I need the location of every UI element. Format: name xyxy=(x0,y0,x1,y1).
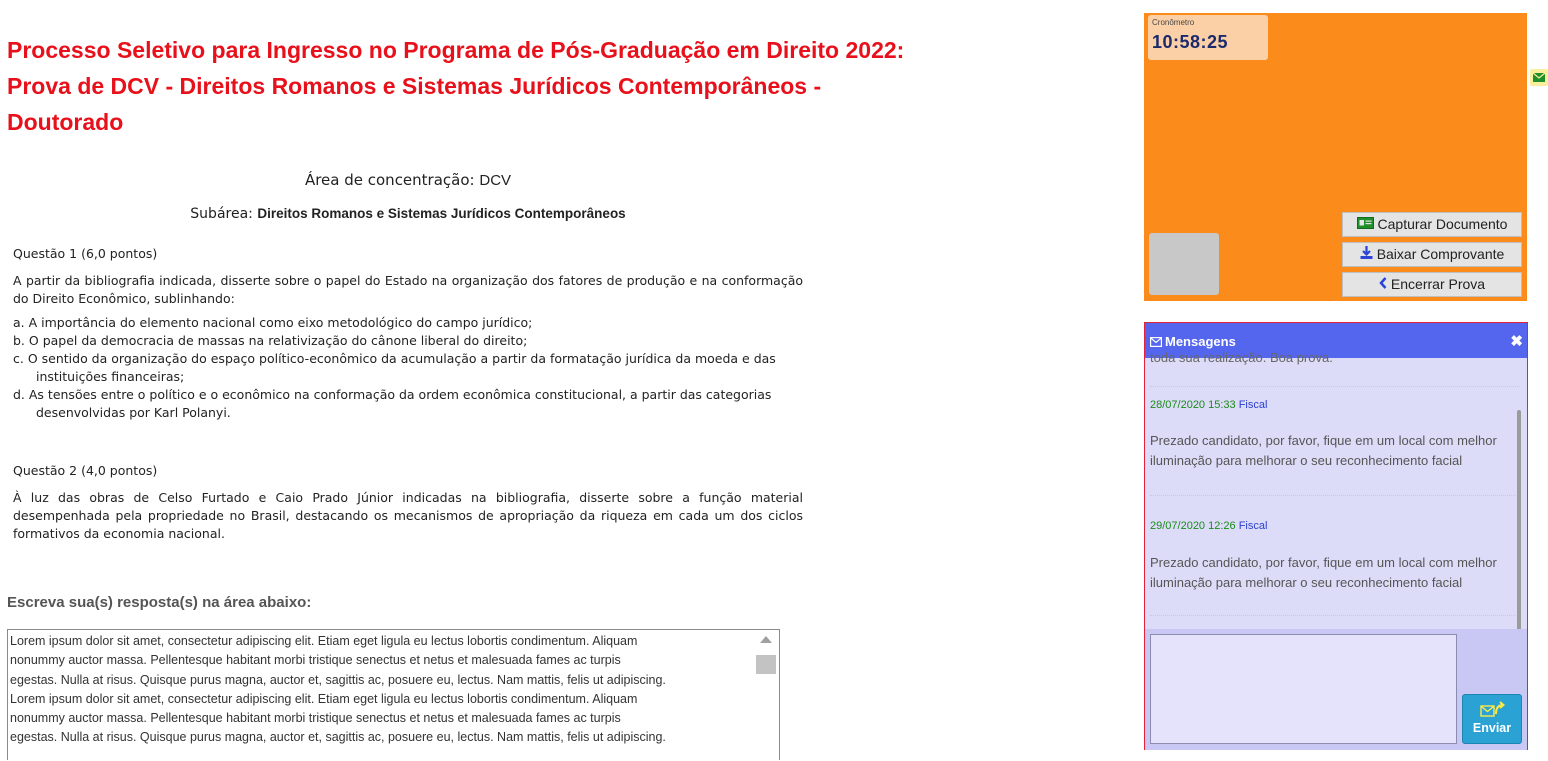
capture-document-button[interactable] xyxy=(1342,212,1522,237)
answer-scrollbar[interactable] xyxy=(753,630,779,761)
message-body: Prezado candidato, por favor, fique em um local com melhor iluminação para melhorar o seu reconhecimento facial xyxy=(1150,555,1497,590)
download-receipt-label: Baixar Comprovante xyxy=(1376,246,1505,262)
proctor-panel xyxy=(1144,13,1527,301)
subarea-value: Direitos Romanos e Sistemas Jurídicos Contemporâneos xyxy=(257,206,626,221)
envelope-outline-icon xyxy=(1150,337,1162,347)
question-1-item-b: b. O papel da democracia de massas na relativização do cânone liberal do direito; xyxy=(13,333,528,348)
message-meta xyxy=(1150,399,1267,411)
scroll-up-arrow-icon[interactable] xyxy=(760,636,772,643)
question-1-item-d: d. As tensões entre o político e o econômico na conformação da ordem econômica constitucional, a partir das categorias desenvolvidas por Karl Polanyi. xyxy=(13,387,772,420)
end-exam-label: Encerrar Prova xyxy=(1390,276,1486,292)
subarea-line xyxy=(13,203,803,225)
close-icon[interactable]: ✖ xyxy=(1510,333,1523,350)
end-exam-button[interactable] xyxy=(1342,272,1522,297)
chevron-left-icon xyxy=(1379,273,1387,296)
question-1-text: A partir da bibliografia indicada, disserte sobre o papel do Estado na organização dos fatores de produção e na conformação do Direito Econômico, sublinhando: xyxy=(13,273,803,306)
area-value: DCV xyxy=(479,172,512,189)
send-button[interactable] xyxy=(1462,694,1522,744)
area-label: Área de concentração: xyxy=(304,171,475,189)
messages-title-label: Mensagens xyxy=(1165,334,1236,349)
message-divider xyxy=(1150,615,1520,616)
exam-title: Processo Seletivo para Ingresso no Programa de Pós-Graduação em Direito 2022: Prova de DCV - Direitos Romanos e Sistemas Jurídicos Contemporâneos - Doutorado xyxy=(7,37,905,135)
webcam-preview xyxy=(1149,233,1219,295)
timer-label: Cronômetro xyxy=(1152,18,1195,27)
message-compose xyxy=(1145,629,1527,750)
messages-title xyxy=(1150,334,1236,349)
message-divider xyxy=(1150,495,1520,496)
answer-textarea[interactable] xyxy=(7,629,780,760)
question-2-title: Questão 2 (4,0 pontos) xyxy=(13,463,158,478)
message-body: Prezado candidato, por favor, fique em um local com melhor iluminação para melhorar o seu reconhecimento facial xyxy=(1150,433,1497,468)
exam-sheet xyxy=(13,168,803,543)
messages-scrollbar[interactable] xyxy=(1517,410,1521,632)
download-receipt-button[interactable] xyxy=(1342,242,1522,267)
messages-list[interactable] xyxy=(1145,350,1522,629)
message-sender: Fiscal xyxy=(1238,520,1268,532)
question-1-item-a: a. A importância do elemento nacional como eixo metodológico do campo jurídico; xyxy=(13,315,533,330)
download-icon xyxy=(1360,243,1373,266)
message-date: 28/07/2020 15:33 xyxy=(1150,399,1236,411)
capture-document-label: Capturar Documento xyxy=(1377,216,1508,232)
messages-panel xyxy=(1144,322,1528,750)
message-input[interactable] xyxy=(1150,634,1457,744)
send-envelope-icon xyxy=(1480,701,1506,722)
message-truncated-text: toda sua realização. Boa prova. xyxy=(1150,350,1333,365)
question-2-text: À luz das obras de Celso Furtado e Caio Prado Júnior indicadas na bibliografia, disserte sobre a função material desempenhada pela propriedade no Brasil, destacando os mecanismos de apropriação da riqueza em cada um dos ciclos formativos da economia nacional. xyxy=(13,490,803,541)
message-date: 29/07/2020 12:26 xyxy=(1150,520,1236,532)
send-label: Enviar xyxy=(1472,721,1512,735)
question-1-item-c: c. O sentido da organização do espaço político-econômico da acumulação a partir da formatação jurídica da moeda e das instituições financeiras; xyxy=(13,351,776,384)
envelope-icon[interactable] xyxy=(1530,69,1548,86)
timer-value: 10:58:25 xyxy=(1152,32,1229,52)
subarea-label: Subárea: xyxy=(190,206,253,222)
scroll-thumb[interactable] xyxy=(756,655,776,674)
area-line xyxy=(13,168,803,192)
message-meta xyxy=(1150,520,1267,532)
message-divider xyxy=(1150,386,1520,387)
message-sender: Fiscal xyxy=(1238,399,1268,411)
question-1-title: Questão 1 (6,0 pontos) xyxy=(13,246,158,261)
answer-label: Escreva sua(s) resposta(s) na área abaixo: xyxy=(7,594,312,611)
id-card-icon xyxy=(1357,213,1374,236)
answer-text[interactable]: Lorem ipsum dolor sit amet, consectetur adipiscing elit. Etiam eget ligula eu lectus lobortis condimentum. Aliquam nonummy auctor massa. Pellentesque habitant morbi tristique senectus et netus et malesuada fames ac turpis egestas. Nulla at risus. Quisque purus magna, auctor et, sagittis ac, posuere eu, lectus. Nam mattis, felis ut adipiscing. Lorem ipsum dolor sit amet, consectetur adipiscing elit. Etiam eget ligula eu lectus lobortis condimentum. Aliquam nonummy auctor massa. Pellentesque habitant morbi tristique senectus et netus et malesuada fames ac turpis egestas. Nulla at risus. Quisque purus magna, auctor et, sagittis ac, posuere eu, lectus. Nam mattis, felis ut adipiscing. xyxy=(10,634,666,745)
question-1-items xyxy=(13,314,803,422)
timer xyxy=(1148,15,1268,60)
